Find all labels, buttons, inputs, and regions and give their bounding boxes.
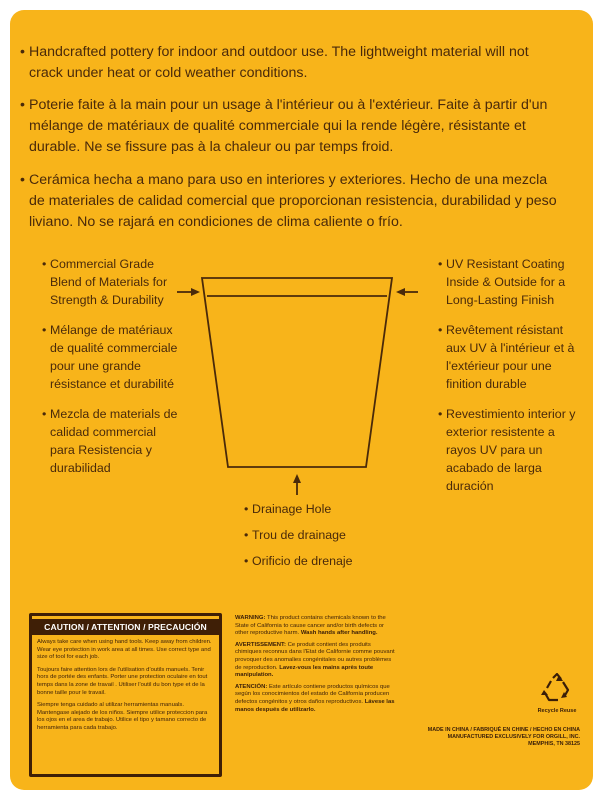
arrow-up-icon	[293, 474, 301, 495]
bullet: •	[20, 97, 25, 113]
right-feature-list	[438, 255, 576, 507]
drainage-label-en: • Drainage Hole	[244, 502, 332, 516]
pot-diagram	[160, 255, 430, 500]
feature-item: • Revestimiento interior y exterior resistente a rayos UV para un acabado de larga duración	[438, 407, 576, 493]
feature-item: • Mélange de matériaux de qualité commerciale pour une grande résistance et durabilité	[42, 323, 178, 391]
recycle-label: Recycle Reuse	[537, 708, 577, 714]
intro-paragraph-es: • Cerámica hecha a mano para uso en interiores y exteriores. Hecho de una mezcla de materiales de calidad comercial que proporcionan resistencia, durabilidad y peso liviano. No se rajará en condiciones de clima caliente o frío.	[20, 172, 557, 230]
feature-item: • Revêtement résistant aux UV à l'intérieur et à l'extérieur pour une finition durable	[438, 323, 575, 391]
caution-title: CAUTION / ATTENTION / PRECAUCIÓN	[32, 619, 219, 635]
arrow-right-icon	[177, 288, 200, 296]
warning-en: WARNING: This product contains chemicals known to the State of California to cause cancer and/or birth defects or other reproductive harm. Wash hands after handling.	[235, 615, 386, 637]
drainage-label-fr: • Trou de drainage	[244, 528, 346, 542]
feature-item: • Commercial Grade Blend of Materials for Strength & Durability	[42, 257, 168, 307]
caution-text-es: Siempre tenga cuidado al utilizar herramientas manuals. Mantengase alejado de los niños. Siempre utilice proteccion para los ojos en el area de trabajo. Utilice el tipo y tamano correcto de herramienta para cada trabajo.	[37, 702, 208, 731]
recycle-icon	[541, 673, 573, 703]
caution-text-fr: Toujours faire attention lors de l'utilisation d'outils manuels. Tenir hors de portée des enfants. Porter une protection oculaire en tout temps dans la zone de travail . Utiliser l'outil du bon type et de la bonne taille pour le travail.	[37, 666, 208, 696]
bullet: •	[20, 172, 25, 188]
manufacturer-info: MADE IN CHINA / FABRIQUÉ EN CHINE / HECHO EN CHINA MANUFACTURED EXCLUSIVELY FOR ORGILL, INC. MEMPHIS, TN 38125	[427, 727, 580, 747]
feature-item: • Mezcla de materials de calidad commercial para Resistencia y durabilidad	[42, 407, 178, 475]
drainage-label-es: • Orificio de drenaje	[244, 554, 353, 568]
warning-es: ATENCIÓN: Este artículo contiene productos químicos que según los conocimientos del estado de California producen defectos congénitos y otros daños reproductivos. Lávese las manos después de utilizarlo.	[235, 683, 395, 713]
intro-paragraph-fr: • Poterie faite à la main pour un usage à l'intérieur ou à l'extérieur. Faite à partir d'un mélange de matériaux de qualité commerciale qui la rende légère, résistante et durable. Ne se fissure pas à la chaleur ou par temps froid.	[20, 97, 548, 155]
warning-fr: AVERTISSEMENT: Ce produit contient des produits chimiques reconnus dans l'Etat de Californie comme pouvant provoquer des anomalies congénitales ou autres problèmes de reproduction. Lavez-vous les mains après toute manipulation.	[235, 641, 395, 679]
caution-text-en: Always take care when using hand tools. Keep away from children. Wear eye protection in work area at all times. Use correct type and size of tool for each job.	[37, 639, 212, 661]
prop65-warning	[235, 615, 395, 718]
bullet: •	[20, 44, 25, 60]
feature-item: • UV Resistant Coating Inside & Outside for a Long-Lasting Finish	[438, 257, 566, 307]
caution-box	[29, 613, 222, 777]
pot-outline	[202, 278, 392, 467]
arrow-left-icon	[396, 288, 418, 296]
recycle-badge	[537, 673, 577, 715]
intro-paragraph-en: • Handcrafted pottery for indoor and outdoor use. The lightweight material will not crack under heat or cold weather conditions.	[20, 44, 529, 81]
